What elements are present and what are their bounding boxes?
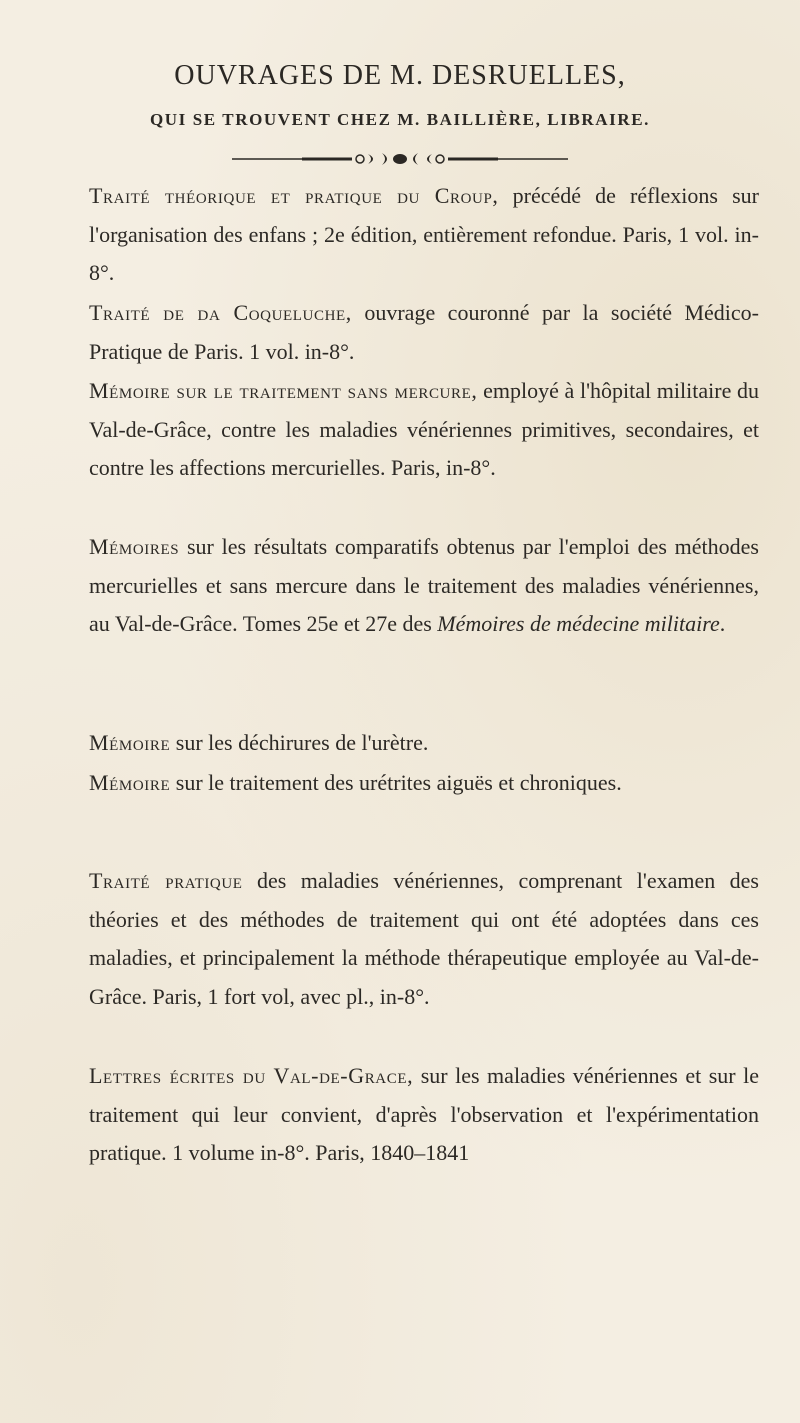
entry-text: employé à l'hôpital militaire du Val-de-Grâce, contre les maladies vénériennes primitives, secondaires, et contre les affections mercurielles. Paris, in-8°. [89, 378, 759, 481]
entry-text: sur le traitement des urétrites aiguës et chroniques. [170, 770, 622, 795]
entry-lettres [89, 1057, 759, 1173]
page-subtitle: QUI SE TROUVENT CHEZ M. BAILLIÈRE, LIBRAIRE. [149, 110, 651, 129]
entry-memoire-mercure [89, 372, 759, 488]
entry-lead: Lettres écrites du Val-de-Grace, [89, 1063, 414, 1088]
entry-coqueluche [89, 294, 759, 371]
entry-lead: Traité de da Coqueluche, [89, 300, 352, 325]
entry-lead: Traité théorique et pratique du Croup, [89, 183, 499, 208]
entry-lead: Mémoire [89, 730, 171, 755]
entry-text: ouvrage couronné par la société Médico-Pratique de Paris. 1 vol. in-8°. [89, 300, 759, 364]
entry-traite-pratique [89, 862, 759, 1016]
entry-text: des maladies vénériennes, comprenant l'examen des théories et des méthodes de traitement qui ont été adoptées dans ces maladies, et principalement la méthode thérapeutique employée au Val-de-Grâce. Paris, 1 fort vol, avec pl., in-8°. [89, 868, 759, 1009]
page-title: OUVRAGES DE M. DESRUELLES, [174, 60, 626, 91]
entry-lead: Mémoires [89, 534, 180, 559]
entry-lead: Mémoire [89, 770, 171, 795]
entry-lead: Traité pratique [89, 868, 243, 893]
entry-dechirures [89, 724, 759, 763]
entry-memoires-resultats [89, 528, 759, 644]
entry-text: sur les résultats comparatifs obtenus par l'emploi des méthodes mercurielles et sans mercure dans le traitement des maladies vénériennes, au Val-de-Grâce. Tomes 25e et 27e des [89, 534, 759, 637]
entry-text: sur les maladies vénériennes et sur le traitement qui leur convient, d'après l'observation et l'expérimentation pratique. 1 volume in-8°. Paris, 1840–1841 [89, 1063, 759, 1166]
ornament-divider-icon [232, 151, 568, 167]
entry-text: précédé de réflexions sur l'organisation des enfans ; 2e édition, entièrement refondue. Paris, 1 vol. in-8°. [89, 183, 759, 286]
entry-tail: . [719, 611, 726, 637]
entry-croup [89, 177, 759, 293]
entry-lead: Mémoire sur le traitement sans mercure, [89, 378, 478, 403]
entry-italic-title: Mémoires de médecine militaire [437, 611, 720, 637]
entry-text: sur les déchirures de l'urètre. [170, 730, 429, 755]
entry-uretrites [89, 764, 759, 803]
